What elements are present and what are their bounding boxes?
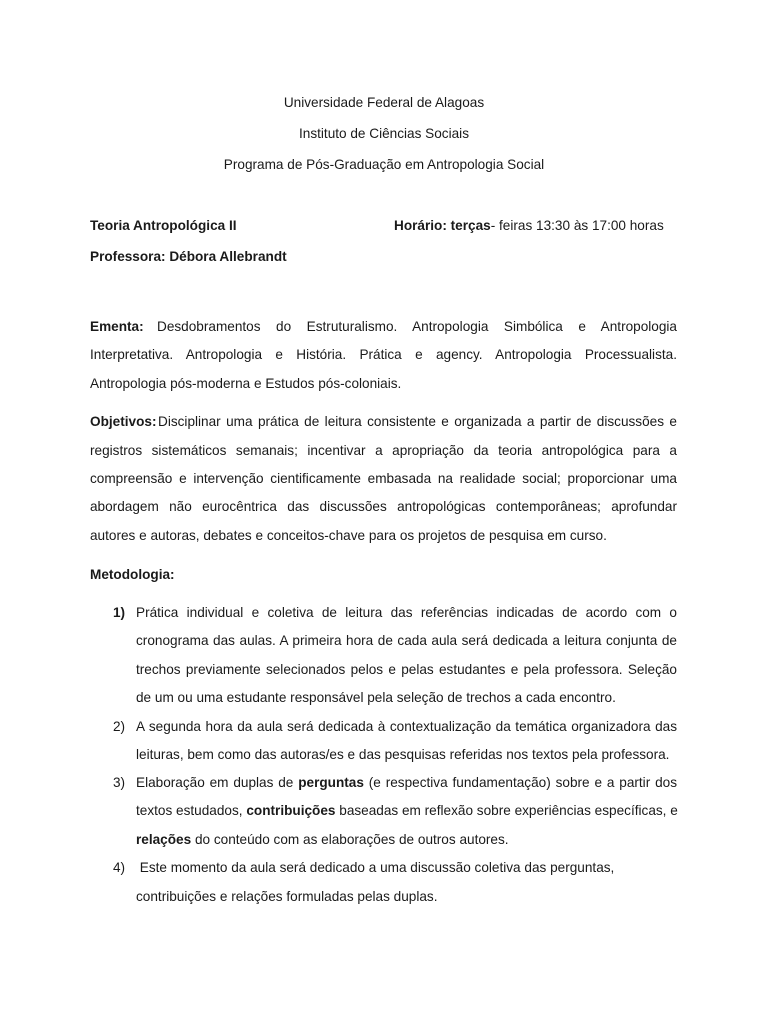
list-item-line (136, 804, 677, 818)
ementa-line: Interpretativa. Antropologia e História. Prática e agency. Antropologia Processualista. (90, 347, 677, 362)
list-item-line: cronograma das aulas. A primeira hora de cada aula será dedicada a leitura conjunta de (136, 633, 677, 648)
text: do conteúdo com as elaborações de outros autores. (191, 832, 509, 847)
list-item-line: leituras, bem como das autoras/es e das pesquisas referidas nos textos pela professora. (136, 747, 670, 762)
list-item-line: trechos previamente selecionados pelos e pelas estudantes e pela professora. Seleção (136, 662, 677, 677)
list-item-number: 4) (113, 860, 126, 875)
schedule-value: - feiras 13:30 às 17:00 horas (490, 218, 664, 233)
keyword-contribuicoes: contribuições (246, 803, 336, 818)
list-item-line: A segunda hora da aula será dedicada à contextualização da temática organizadora das (136, 719, 677, 734)
list-item-number: 2) (113, 719, 126, 734)
course-title: Teoria Antropológica II (90, 218, 237, 233)
objetivos-line: abordagem não eurocêntrica das discussões antropológicas contemporâneas; aprofundar (90, 499, 677, 514)
ementa-label: Ementa: (90, 319, 144, 334)
list-item-line (136, 833, 677, 847)
schedule-label: Horário: terças (394, 218, 491, 233)
list-item-line (136, 776, 677, 790)
list-item-line: contribuições e relações formuladas pelas duplas. (136, 889, 438, 904)
list-item-line: Prática individual e coletiva de leitura das referências indicadas de acordo com o (136, 605, 677, 620)
list-item-number: 1) (113, 605, 126, 620)
objetivos-line: compreensão e intervenção cientificamente embasada na realidade social; proporcionar uma (90, 471, 677, 486)
course-schedule (394, 219, 664, 233)
professor-name: Professora: Débora Allebrandt (90, 249, 287, 264)
institute-name: Instituto de Ciências Sociais (298, 126, 469, 141)
ementa-line: Desdobramentos do Estruturalismo. Antropologia Simbólica e Antropologia (157, 319, 677, 334)
text: textos estudados, (136, 803, 247, 818)
list-item-number: 3) (113, 775, 126, 790)
objetivos-line: Disciplinar uma prática de leitura consistente e organizada a partir de discussões e (158, 414, 677, 429)
program-name: Programa de Pós-Graduação em Antropologia Social (223, 157, 545, 172)
text: baseadas em reflexão sobre experiências específicas, e (335, 803, 678, 818)
objetivos-line: autores e autoras, debates e conceitos-chave para os projetos de pesquisa em curso. (90, 528, 607, 543)
keyword-perguntas: perguntas (298, 775, 364, 790)
list-item-line: Este momento da aula será dedicado a uma discussão coletiva das perguntas, (136, 860, 615, 875)
objetivos-line: registros sistemáticos semanais; incentivar a apropriação da teoria antropológica para a (90, 443, 677, 458)
text: Elaboração em duplas de (136, 775, 299, 790)
keyword-relacoes: relações (136, 832, 192, 847)
metodologia-label: Metodologia: (90, 567, 175, 582)
list-item-line: de um ou uma estudante responsável pela seleção de trechos a cada encontro. (136, 690, 616, 705)
text: (e respectiva fundamentação) sobre e a partir dos (363, 775, 677, 790)
ementa-line: Antropologia pós-moderna e Estudos pós-coloniais. (90, 376, 402, 391)
university-name: Universidade Federal de Alagoas (283, 95, 485, 110)
objetivos-label: Objetivos: (90, 414, 157, 429)
